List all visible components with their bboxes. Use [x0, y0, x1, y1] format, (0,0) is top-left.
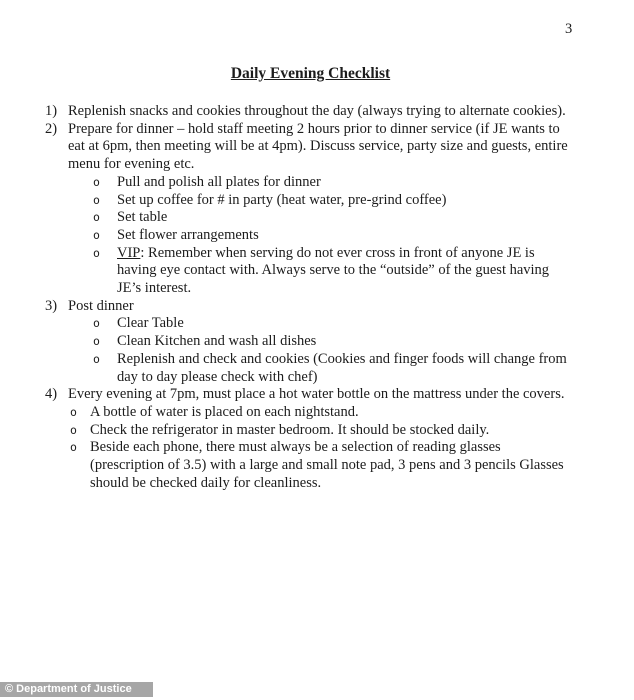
sub-item-text [117, 245, 576, 298]
sub-item-text: Set up coffee for # in party (heat water, pre-grind coffee) [117, 191, 447, 208]
bullet-marker: o [70, 440, 77, 455]
sub-item [93, 333, 576, 351]
sub-item-text: Pull and polish all plates for dinner [117, 173, 321, 190]
checklist-item-3 [45, 298, 576, 387]
sub-item [70, 404, 576, 422]
sub-item-text: Beside each phone, there must always be a selection of reading glasses (prescription of 3.5) with a large and small note pad, 3 pens and 3 pencils Glasses should be checked daily for cleanliness. [90, 439, 564, 491]
sub-item [93, 192, 576, 210]
sub-item-text: Replenish and check and cookies (Cookies and finger foods will change from day to day please check with chef) [117, 350, 567, 385]
sub-item-text: Set table [117, 209, 168, 226]
vip-text: : Remember when serving do not ever cross in front of anyone JE is having eye contact with. Always serve to the “outside” of the guest having JE’s interest. [117, 244, 550, 297]
bullet-marker: o [93, 334, 100, 349]
sub-item [93, 209, 576, 227]
item-text: Post dinner [68, 297, 134, 314]
sub-item-text: Check the refrigerator in master bedroom. It should be stocked daily. [90, 421, 490, 438]
sub-item [93, 227, 576, 245]
sub-item-text: A bottle of water is placed on each nightstand. [90, 403, 359, 420]
checklist-item-4 [45, 386, 576, 492]
bullet-marker: o [70, 404, 77, 419]
footer-bar [0, 682, 153, 697]
bullet-marker: o [93, 316, 100, 331]
sub-item [70, 439, 576, 492]
item-number: 1) [45, 103, 58, 119]
bullet-marker: o [93, 227, 100, 242]
checklist-item-1 [45, 103, 576, 121]
page-number: 3 [565, 21, 573, 37]
sub-item [93, 351, 576, 386]
item-text: Prepare for dinner – hold staff meeting 2 hours prior to dinner service (if JE wants to eat at 6pm, then meeting will be at 4pm). Discuss service, party size and guests, entire menu for evening etc. [68, 120, 568, 173]
checklist [0, 103, 634, 492]
bullet-marker: o [70, 422, 77, 437]
item-number: 3) [45, 297, 58, 314]
vip-label: VIP [117, 244, 141, 261]
item-number: 4) [45, 386, 58, 403]
footer-label: © Department of Justice [5, 683, 132, 695]
bullet-marker: o [93, 174, 100, 189]
checklist-item-2 [45, 121, 576, 298]
bullet-marker: o [93, 351, 100, 366]
item-text: Replenish snacks and cookies throughout the day (always trying to alternate cookies). [68, 103, 566, 119]
document-title: Daily Evening Checklist [230, 65, 391, 82]
sub-item-text: Clear Table [117, 315, 184, 332]
sub-item [93, 315, 576, 333]
sub-item-vip [93, 245, 576, 298]
bullet-marker: o [93, 245, 100, 260]
item-text: Every evening at 7pm, must place a hot water bottle on the mattress under the covers. [68, 386, 565, 403]
bullet-marker: o [93, 210, 100, 225]
sub-item-text: Clean Kitchen and wash all dishes [117, 333, 317, 350]
sub-item [70, 422, 576, 440]
bullet-marker: o [93, 192, 100, 207]
sub-item-text: Set flower arrangements [117, 226, 259, 243]
item-number: 2) [45, 120, 58, 137]
sub-item [93, 174, 576, 192]
